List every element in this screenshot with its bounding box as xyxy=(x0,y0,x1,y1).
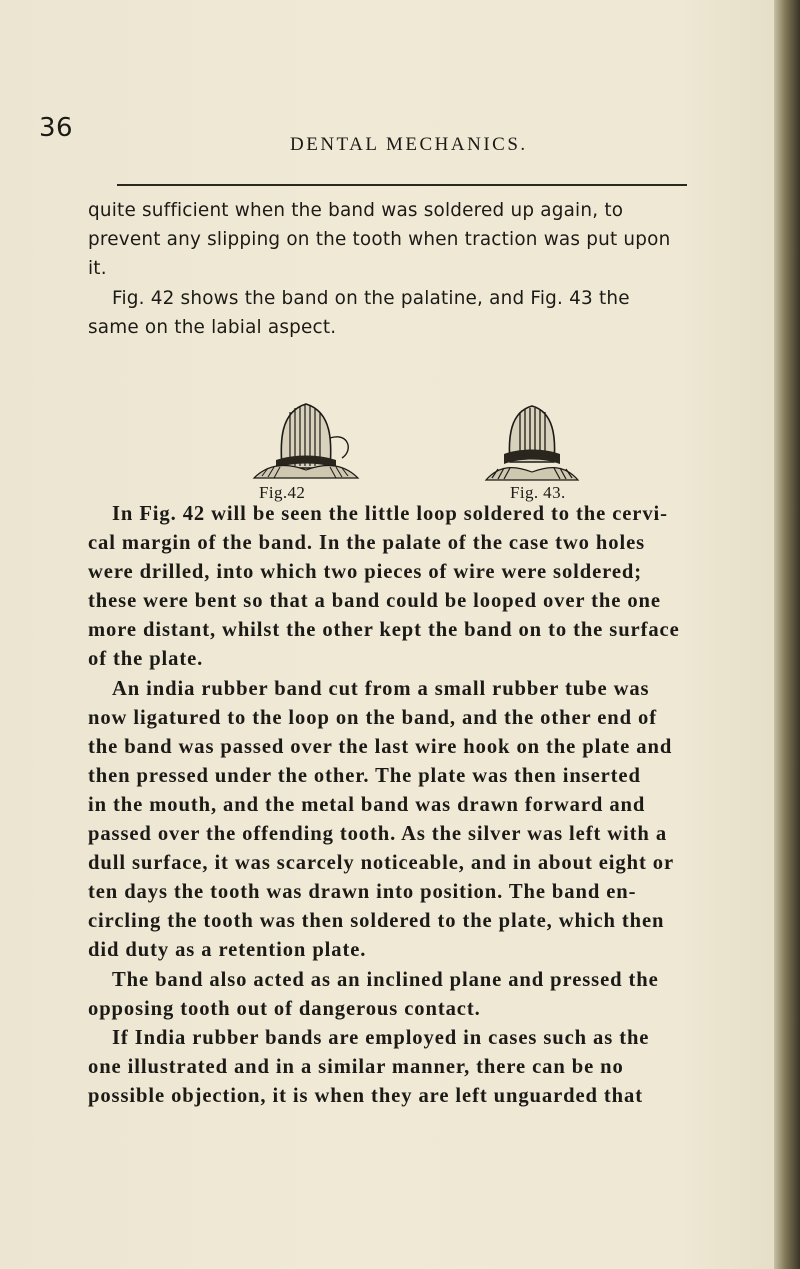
text-line: The band also acted as an inclined plane and pressed the xyxy=(112,968,659,991)
text-line: passed over the offending tooth. As the silver was left with a xyxy=(88,823,668,846)
text-line: in the mouth, and the metal band was drawn forward and xyxy=(88,793,646,816)
labial-band-illustration-icon xyxy=(482,398,582,484)
text-line: it. xyxy=(88,258,107,280)
body-text xyxy=(88,500,786,1111)
fig-43-illustration xyxy=(482,398,582,484)
fig-42-caption: Fig.42 xyxy=(259,483,306,502)
text-line: If India rubber bands are employed in cases such as the xyxy=(112,1026,650,1049)
intro-paragraph xyxy=(88,196,786,342)
running-head: DENTAL MECHANICS. xyxy=(290,134,528,155)
text-line: Fig. 42 shows the band on the palatine, and Fig. 43 the xyxy=(112,287,630,309)
header-rule xyxy=(117,184,687,186)
text-line: then pressed under the other. The plate was then inserted xyxy=(88,764,641,787)
text-line: dull surface, it was scarcely noticeable, and in about eight or xyxy=(88,852,675,875)
text-line: quite sufficient when the band was soldered up again, to xyxy=(88,200,624,221)
text-line: one illustrated and in a similar manner, there can be no xyxy=(88,1055,624,1078)
text-line: of the plate. xyxy=(88,648,204,671)
text-line: were drilled, into which two pieces of wire were soldered; xyxy=(88,561,642,584)
text-line: same on the labial aspect. xyxy=(88,316,337,338)
text-line: An india rubber band cut from a small rubber tube was xyxy=(112,677,650,700)
text-line: In Fig. 42 will be seen the little loop soldered to the cervi- xyxy=(112,503,668,525)
text-line: cal margin of the band. In the palate of the case two holes xyxy=(88,532,646,555)
palatine-band-illustration-icon xyxy=(250,398,362,484)
text-line: opposing tooth out of dangerous contact. xyxy=(88,997,481,1020)
text-line: possible objection, it is when they are left unguarded that xyxy=(88,1084,643,1107)
text-line: did duty as a retention plate. xyxy=(88,939,367,962)
page-number: 36 xyxy=(39,113,74,143)
text-line: the band was passed over the last wire hook on the plate and xyxy=(88,735,673,758)
fig-42-illustration xyxy=(250,398,362,484)
text-line: circling the tooth was then soldered to the plate, which then xyxy=(88,910,665,933)
text-line: ten days the tooth was drawn into position. The band en- xyxy=(88,881,637,904)
text-line: prevent any slipping on the tooth when traction was put upon xyxy=(88,229,671,251)
text-line: now ligatured to the loop on the band, and the other end of xyxy=(88,706,657,729)
text-line: these were bent so that a band could be looped over the one xyxy=(88,590,661,613)
fig-43-caption: Fig. 43. xyxy=(510,483,566,502)
text-line: more distant, whilst the other kept the band on to the surface xyxy=(88,619,680,642)
